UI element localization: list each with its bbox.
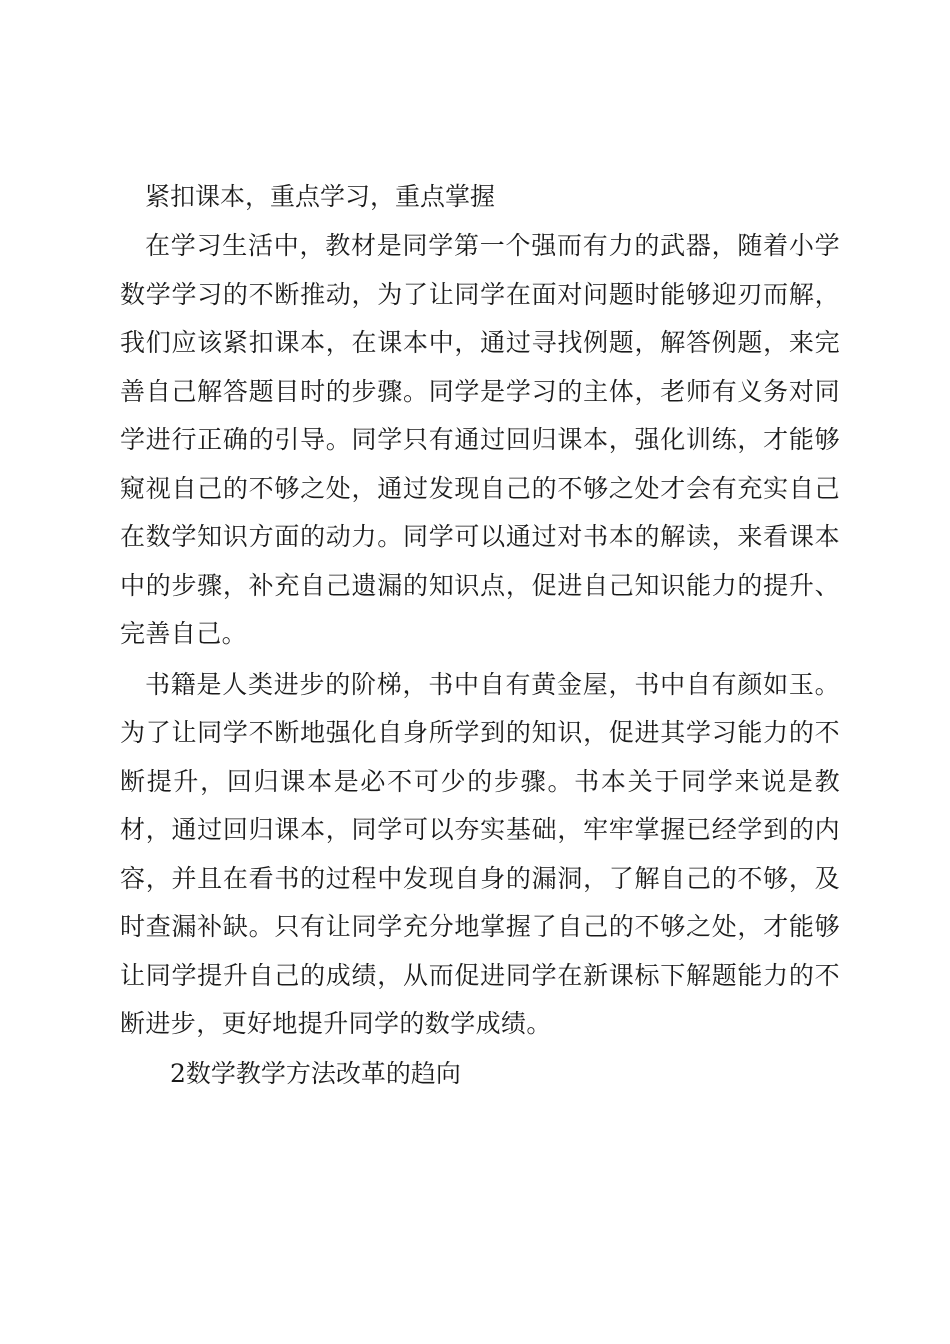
section-title: 2数学教学方法改革的趋向: [170, 1058, 461, 1088]
paragraph-2: 书籍是人类进步的阶梯，书中自有黄金屋，书中自有颜如玉。为了让同学不断地强化自身所学到的知识，促进其学习能力的不断提升，回归课本是必不可少的步骤。书本关于同学来说是教材，通过回归课本，同学可以夯实基础，牢牢掌握已经学到的内容，并且在看书的过程中发现自身的漏洞，了解自己的不够，及时查漏补缺。只有让同学充分地掌握了自己的不够之处，才能够让同学提升自己的成绩，从而促进同学在新课标下解题能力的不断进步，更好地提升同学的数学成绩。: [120, 669, 840, 1038]
document-page: [120, 172, 840, 1099]
paragraph-1: 在学习生活中，教材是同学第一个强而有力的武器，随着小学数学学习的不断推动，为了让同学在面对问题时能够迎刃而解，我们应该紧扣课本，在课本中，通过寻找例题，解答例题，来完善自己解答题目时的步骤。同学是学习的主体，老师有义务对同学进行正确的引导。同学只有通过回归课本，强化训练，才能够窥视自己的不够之处，通过发现自己的不够之处才会有充实自己在数学知识方面的动力。同学可以通过对书本的解读，来看课本中的步骤，补充自己遗漏的知识点，促进自己知识能力的提升、完善自己。: [120, 231, 840, 648]
section-heading: 紧扣课本，重点学习，重点掌握: [145, 182, 496, 211]
